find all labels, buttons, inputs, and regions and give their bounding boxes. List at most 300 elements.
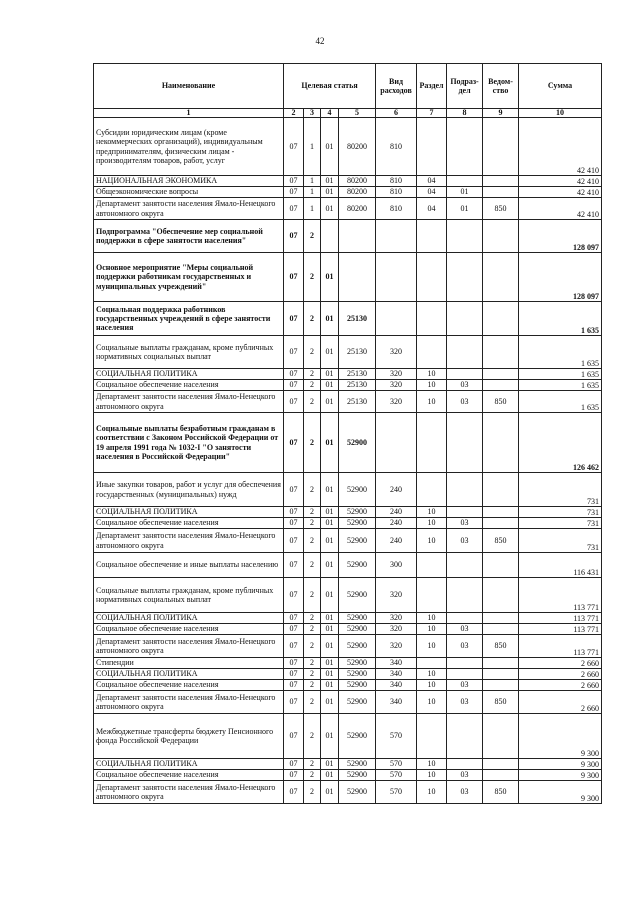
section [417, 578, 447, 613]
target-direction: 52900 [339, 613, 376, 624]
expense-type: 570 [376, 714, 417, 759]
target-activity: 01 [321, 118, 339, 176]
budget-table [93, 63, 602, 804]
column-number: 8 [447, 109, 483, 118]
section [417, 714, 447, 759]
target-subprogram: 1 [304, 187, 321, 198]
sum-value: 731 [519, 529, 602, 553]
column-number: 9 [483, 109, 519, 118]
target-direction: 52900 [339, 770, 376, 781]
target-direction: 80200 [339, 198, 376, 220]
expense-type: 810 [376, 187, 417, 198]
row-name: Общеэкономические вопросы [94, 187, 284, 198]
subsection [447, 578, 483, 613]
row-name: Социальное обеспечение населения [94, 624, 284, 635]
subsection: 01 [447, 187, 483, 198]
table-row [94, 553, 602, 578]
subsection: 03 [447, 635, 483, 658]
target-program: 07 [284, 198, 304, 220]
expense-type: 320 [376, 624, 417, 635]
target-activity: 01 [321, 624, 339, 635]
target-program: 07 [284, 669, 304, 680]
section [417, 336, 447, 369]
expense-type: 810 [376, 176, 417, 187]
sum-value: 1 635 [519, 302, 602, 336]
sum-value: 113 771 [519, 635, 602, 658]
target-direction: 52900 [339, 658, 376, 669]
target-activity: 01 [321, 253, 339, 302]
department-code [483, 176, 519, 187]
target-program: 07 [284, 518, 304, 529]
department-code [483, 380, 519, 391]
sum-value: 42 410 [519, 198, 602, 220]
subsection [447, 613, 483, 624]
row-name: Субсидии юридическим лицам (кроме некоммерческих организаций), индивидуальным предпринимателям, физическим лицам - производителям товаров, работ, услуг [94, 118, 284, 176]
expense-type: 570 [376, 759, 417, 770]
table-row [94, 680, 602, 691]
target-subprogram: 2 [304, 336, 321, 369]
sum-value: 731 [519, 518, 602, 529]
target-subprogram: 2 [304, 759, 321, 770]
target-program: 07 [284, 369, 304, 380]
section: 10 [417, 770, 447, 781]
target-program: 07 [284, 380, 304, 391]
target-activity: 01 [321, 691, 339, 714]
target-activity: 01 [321, 369, 339, 380]
target-subprogram: 2 [304, 391, 321, 413]
table-row [94, 380, 602, 391]
section [417, 220, 447, 253]
target-subprogram: 2 [304, 220, 321, 253]
target-subprogram: 1 [304, 118, 321, 176]
department-code [483, 518, 519, 529]
target-direction: 52900 [339, 714, 376, 759]
section [417, 413, 447, 473]
target-subprogram: 2 [304, 691, 321, 714]
department-code [483, 220, 519, 253]
subsection [447, 118, 483, 176]
target-activity: 01 [321, 770, 339, 781]
expense-type: 340 [376, 669, 417, 680]
target-activity [321, 220, 339, 253]
row-name: Социальное обеспечение населения [94, 380, 284, 391]
target-activity: 01 [321, 658, 339, 669]
subsection [447, 507, 483, 518]
table-body [94, 118, 602, 804]
table-row [94, 578, 602, 613]
target-direction: 52900 [339, 781, 376, 804]
target-direction: 52900 [339, 413, 376, 473]
row-name: Социальная поддержка работников государственных учреждений в сфере занятости населения [94, 302, 284, 336]
target-activity: 01 [321, 473, 339, 507]
target-program: 07 [284, 658, 304, 669]
target-direction: 52900 [339, 518, 376, 529]
header-section: Раздел [417, 64, 447, 109]
target-program: 07 [284, 336, 304, 369]
target-activity: 01 [321, 380, 339, 391]
section [417, 253, 447, 302]
target-subprogram: 2 [304, 770, 321, 781]
target-subprogram: 2 [304, 253, 321, 302]
subsection: 03 [447, 770, 483, 781]
target-subprogram: 2 [304, 624, 321, 635]
expense-type: 320 [376, 578, 417, 613]
subsection [447, 413, 483, 473]
target-activity: 01 [321, 669, 339, 680]
row-name: Иные закупки товаров, работ и услуг для обеспечения государственных (муниципальных) нужд [94, 473, 284, 507]
target-direction: 25130 [339, 336, 376, 369]
section [417, 553, 447, 578]
subsection: 03 [447, 529, 483, 553]
row-name: Департамент занятости населения Ямало-Ненецкого автономного округа [94, 691, 284, 714]
target-direction: 52900 [339, 759, 376, 770]
expense-type: 340 [376, 691, 417, 714]
column-number: 10 [519, 109, 602, 118]
target-direction: 52900 [339, 553, 376, 578]
sum-value: 2 660 [519, 669, 602, 680]
subsection [447, 302, 483, 336]
department-code [483, 680, 519, 691]
section: 10 [417, 759, 447, 770]
section: 10 [417, 529, 447, 553]
target-subprogram: 2 [304, 613, 321, 624]
section: 10 [417, 391, 447, 413]
header-name: Наименование [94, 64, 284, 109]
sum-value: 42 410 [519, 187, 602, 198]
section [417, 302, 447, 336]
sum-value: 9 300 [519, 714, 602, 759]
department-code: 850 [483, 198, 519, 220]
subsection [447, 176, 483, 187]
target-subprogram: 2 [304, 680, 321, 691]
target-program: 07 [284, 529, 304, 553]
section: 10 [417, 380, 447, 391]
sum-value: 2 660 [519, 658, 602, 669]
department-code [483, 187, 519, 198]
expense-type [376, 253, 417, 302]
row-name: СОЦИАЛЬНАЯ ПОЛИТИКА [94, 613, 284, 624]
subsection: 01 [447, 198, 483, 220]
section: 10 [417, 691, 447, 714]
target-program: 07 [284, 507, 304, 518]
header-subsection: Подраз-дел [447, 64, 483, 109]
row-name: Основное мероприятие "Меры социальной поддержки работникам государственных и муниципальных учреждений" [94, 253, 284, 302]
sum-value: 128 097 [519, 253, 602, 302]
target-direction: 52900 [339, 507, 376, 518]
expense-type: 320 [376, 391, 417, 413]
table-row [94, 691, 602, 714]
target-activity: 01 [321, 714, 339, 759]
sum-value: 1 635 [519, 391, 602, 413]
target-activity: 01 [321, 336, 339, 369]
target-direction: 25130 [339, 369, 376, 380]
target-program: 07 [284, 413, 304, 473]
header-sum: Сумма [519, 64, 602, 109]
row-name: СОЦИАЛЬНАЯ ПОЛИТИКА [94, 369, 284, 380]
target-activity: 01 [321, 413, 339, 473]
column-number: 4 [321, 109, 339, 118]
target-program: 07 [284, 220, 304, 253]
column-number: 7 [417, 109, 447, 118]
table-row [94, 613, 602, 624]
section: 10 [417, 507, 447, 518]
subsection [447, 658, 483, 669]
expense-type: 320 [376, 635, 417, 658]
subsection: 03 [447, 781, 483, 804]
subsection [447, 369, 483, 380]
row-name: Департамент занятости населения Ямало-Ненецкого автономного округа [94, 391, 284, 413]
sum-value: 113 771 [519, 624, 602, 635]
expense-type: 570 [376, 770, 417, 781]
sum-value: 731 [519, 507, 602, 518]
target-program: 07 [284, 391, 304, 413]
column-number-row [94, 109, 602, 118]
row-name: Стипендии [94, 658, 284, 669]
target-direction: 52900 [339, 473, 376, 507]
row-name: Социальные выплаты гражданам, кроме публичных нормативных социальных выплат [94, 578, 284, 613]
target-program: 07 [284, 118, 304, 176]
table-row [94, 220, 602, 253]
section: 10 [417, 369, 447, 380]
target-direction: 25130 [339, 380, 376, 391]
target-subprogram: 2 [304, 714, 321, 759]
subsection [447, 714, 483, 759]
table-row [94, 253, 602, 302]
section [417, 658, 447, 669]
department-code [483, 553, 519, 578]
row-name: НАЦИОНАЛЬНАЯ ЭКОНОМИКА [94, 176, 284, 187]
target-direction: 52900 [339, 680, 376, 691]
target-program: 07 [284, 302, 304, 336]
table-row [94, 507, 602, 518]
target-subprogram: 2 [304, 635, 321, 658]
target-subprogram: 2 [304, 578, 321, 613]
target-program: 07 [284, 714, 304, 759]
table-row [94, 658, 602, 669]
target-direction: 25130 [339, 302, 376, 336]
target-program: 07 [284, 613, 304, 624]
expense-type: 320 [376, 369, 417, 380]
row-name: СОЦИАЛЬНАЯ ПОЛИТИКА [94, 669, 284, 680]
table-row [94, 759, 602, 770]
target-direction: 52900 [339, 578, 376, 613]
section: 04 [417, 176, 447, 187]
department-code [483, 302, 519, 336]
department-code [483, 624, 519, 635]
sum-value: 113 771 [519, 578, 602, 613]
sum-value: 1 635 [519, 336, 602, 369]
section: 10 [417, 518, 447, 529]
target-activity: 01 [321, 507, 339, 518]
subsection [447, 336, 483, 369]
table-row [94, 770, 602, 781]
row-name: Департамент занятости населения Ямало-Ненецкого автономного округа [94, 529, 284, 553]
expense-type: 810 [376, 198, 417, 220]
header-target-article: Целевая статья [284, 64, 376, 109]
department-code: 850 [483, 781, 519, 804]
department-code [483, 507, 519, 518]
section: 10 [417, 669, 447, 680]
target-subprogram: 2 [304, 380, 321, 391]
row-name: Департамент занятости населения Ямало-Ненецкого автономного округа [94, 781, 284, 804]
subsection: 03 [447, 624, 483, 635]
column-number: 6 [376, 109, 417, 118]
target-program: 07 [284, 176, 304, 187]
target-direction: 80200 [339, 176, 376, 187]
subsection: 03 [447, 391, 483, 413]
target-subprogram: 1 [304, 176, 321, 187]
row-name: Департамент занятости населения Ямало-Ненецкого автономного округа [94, 198, 284, 220]
target-subprogram: 2 [304, 781, 321, 804]
row-name: Социальные выплаты безработным гражданам в соответствии с Законом Российской Федерации от 19 апреля 1991 года № 1032-I "О занятости населения в Российской Федерации" [94, 413, 284, 473]
target-program: 07 [284, 473, 304, 507]
target-program: 07 [284, 635, 304, 658]
page-number: 42 [315, 36, 325, 46]
header-expense-type: Вид расходов [376, 64, 417, 109]
table-row [94, 669, 602, 680]
sum-value: 116 431 [519, 553, 602, 578]
target-direction: 52900 [339, 624, 376, 635]
department-code: 850 [483, 635, 519, 658]
department-code [483, 658, 519, 669]
target-subprogram: 2 [304, 553, 321, 578]
sum-value: 2 660 [519, 691, 602, 714]
target-program: 07 [284, 691, 304, 714]
table-row [94, 118, 602, 176]
column-number: 3 [304, 109, 321, 118]
target-direction: 25130 [339, 391, 376, 413]
expense-type: 240 [376, 507, 417, 518]
department-code [483, 714, 519, 759]
expense-type: 570 [376, 781, 417, 804]
department-code [483, 578, 519, 613]
section: 10 [417, 781, 447, 804]
sum-value: 128 097 [519, 220, 602, 253]
table-row [94, 302, 602, 336]
target-subprogram: 2 [304, 369, 321, 380]
target-activity: 01 [321, 781, 339, 804]
row-name: СОЦИАЛЬНАЯ ПОЛИТИКА [94, 507, 284, 518]
subsection [447, 669, 483, 680]
column-number: 1 [94, 109, 284, 118]
sum-value: 42 410 [519, 176, 602, 187]
target-activity: 01 [321, 635, 339, 658]
target-program: 07 [284, 770, 304, 781]
target-activity: 01 [321, 302, 339, 336]
section: 10 [417, 624, 447, 635]
sum-value: 9 300 [519, 759, 602, 770]
target-subprogram: 2 [304, 302, 321, 336]
section: 04 [417, 187, 447, 198]
target-activity: 01 [321, 680, 339, 691]
subsection: 03 [447, 380, 483, 391]
section: 04 [417, 198, 447, 220]
target-program: 07 [284, 578, 304, 613]
target-subprogram: 1 [304, 198, 321, 220]
table-row [94, 473, 602, 507]
target-activity: 01 [321, 759, 339, 770]
header-department: Ведом-ство [483, 64, 519, 109]
expense-type [376, 302, 417, 336]
sum-value: 731 [519, 473, 602, 507]
sum-value: 113 771 [519, 613, 602, 624]
department-code [483, 613, 519, 624]
row-name: Подпрограмма "Обеспечение мер социальной поддержки в сфере занятости населения" [94, 220, 284, 253]
target-program: 07 [284, 781, 304, 804]
subsection: 03 [447, 518, 483, 529]
expense-type: 240 [376, 518, 417, 529]
row-name: Департамент занятости населения Ямало-Ненецкого автономного округа [94, 635, 284, 658]
table-row [94, 336, 602, 369]
expense-type [376, 220, 417, 253]
table-row [94, 369, 602, 380]
table-header-row [94, 64, 602, 109]
department-code [483, 770, 519, 781]
target-direction: 52900 [339, 635, 376, 658]
target-program: 07 [284, 624, 304, 635]
target-activity: 01 [321, 187, 339, 198]
sum-value: 2 660 [519, 680, 602, 691]
subsection [447, 553, 483, 578]
table-row [94, 518, 602, 529]
target-direction: 52900 [339, 691, 376, 714]
table-row [94, 635, 602, 658]
target-program: 07 [284, 680, 304, 691]
row-name: Социальное обеспечение населения [94, 680, 284, 691]
row-name: Социальное обеспечение населения [94, 770, 284, 781]
sum-value: 9 300 [519, 781, 602, 804]
row-name: Социальные выплаты гражданам, кроме публичных нормативных социальных выплат [94, 336, 284, 369]
expense-type: 320 [376, 380, 417, 391]
sum-value: 42 410 [519, 118, 602, 176]
row-name: Социальное обеспечение населения [94, 518, 284, 529]
subsection [447, 253, 483, 302]
expense-type: 810 [376, 118, 417, 176]
expense-type: 240 [376, 473, 417, 507]
department-code [483, 413, 519, 473]
department-code [483, 759, 519, 770]
target-direction: 52900 [339, 669, 376, 680]
target-subprogram: 2 [304, 518, 321, 529]
department-code [483, 369, 519, 380]
table-row [94, 391, 602, 413]
target-activity: 01 [321, 613, 339, 624]
target-subprogram: 2 [304, 413, 321, 473]
row-name: Межбюджетные трансферты бюджету Пенсионного фонда Российской Федерации [94, 714, 284, 759]
target-direction: 80200 [339, 118, 376, 176]
table-row [94, 781, 602, 804]
target-subprogram: 2 [304, 473, 321, 507]
subsection: 03 [447, 680, 483, 691]
column-number: 5 [339, 109, 376, 118]
table-row [94, 714, 602, 759]
target-program: 07 [284, 553, 304, 578]
expense-type: 300 [376, 553, 417, 578]
target-activity: 01 [321, 529, 339, 553]
row-name: СОЦИАЛЬНАЯ ПОЛИТИКА [94, 759, 284, 770]
expense-type: 340 [376, 680, 417, 691]
subsection [447, 220, 483, 253]
target-activity: 01 [321, 518, 339, 529]
department-code: 850 [483, 391, 519, 413]
expense-type: 320 [376, 336, 417, 369]
target-direction: 52900 [339, 529, 376, 553]
target-activity: 01 [321, 391, 339, 413]
expense-type [376, 413, 417, 473]
target-activity: 01 [321, 553, 339, 578]
column-number: 2 [284, 109, 304, 118]
target-direction: 80200 [339, 187, 376, 198]
